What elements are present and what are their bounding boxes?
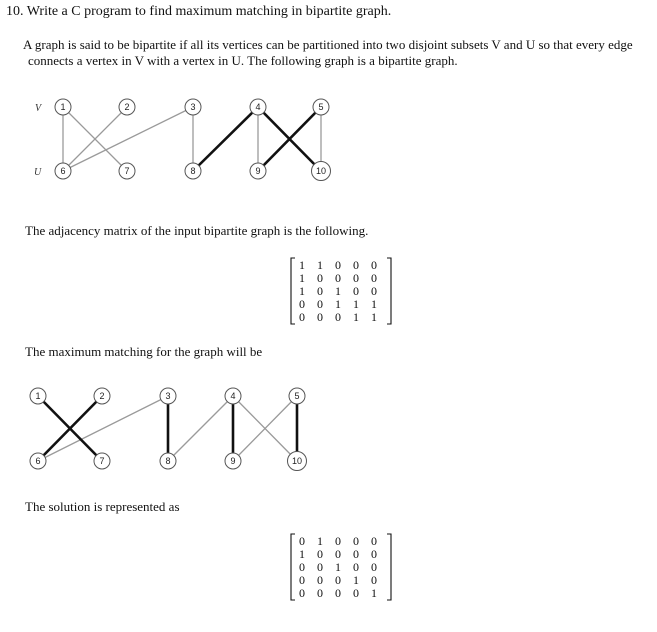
- matrix-cell: 1: [371, 586, 377, 600]
- set-u-label: U: [34, 167, 42, 178]
- matrix-cell: 1: [353, 573, 359, 587]
- vertex-label: 8: [165, 456, 171, 466]
- matrix-cell: 0: [317, 284, 323, 298]
- matrix-cell: 0: [317, 573, 323, 587]
- vertex-label: 5: [294, 391, 300, 401]
- matrix-cell: 0: [335, 258, 341, 272]
- matrix-cell: 1: [353, 297, 359, 311]
- matrix-cell: 0: [335, 271, 341, 285]
- matrix-cell: 1: [299, 547, 305, 561]
- vertex-label: 1: [60, 102, 66, 112]
- adjacency-caption: The adjacency matrix of the input bipartite graph is the following.: [25, 223, 369, 238]
- vertex-label: 2: [124, 102, 130, 112]
- matrix-cell: 1: [299, 284, 305, 298]
- matrix-cell: 1: [371, 310, 377, 324]
- matrix-cell: 0: [353, 560, 359, 574]
- intro-line-2: connects a vertex in V with a vertex in U. The following graph is a bipartite graph.: [28, 53, 458, 68]
- vertex-label: 2: [99, 391, 105, 401]
- adjacency-matrix: [289, 255, 399, 327]
- matrix-cell: 1: [317, 258, 323, 272]
- matrix-cell: 0: [299, 560, 305, 574]
- vertex-label: 6: [35, 456, 41, 466]
- vertex-label: 6: [60, 166, 66, 176]
- matrix-cell: 0: [353, 284, 359, 298]
- solution-caption: The solution is represented as: [25, 499, 180, 514]
- matrix-cell: 1: [299, 258, 305, 272]
- matrix-cell: 1: [335, 297, 341, 311]
- bipartite-graph: [0, 90, 360, 195]
- edge-4-8: [193, 107, 258, 171]
- matrix-cell: 0: [317, 547, 323, 561]
- matrix-cell: 1: [353, 310, 359, 324]
- matrix-cell: 0: [317, 560, 323, 574]
- vertex-label: 4: [230, 391, 236, 401]
- matrix-cell: 0: [299, 310, 305, 324]
- matrix-cell: 0: [317, 310, 323, 324]
- vertex-label: 7: [124, 166, 130, 176]
- question-title: 10. Write a C program to find maximum matching in bipartite graph.: [6, 4, 392, 19]
- vertex-label: 3: [190, 102, 196, 112]
- matrix-cell: 0: [335, 586, 341, 600]
- matrix-cell: 0: [335, 310, 341, 324]
- matrix-cell: 1: [371, 297, 377, 311]
- intro-line-1: A graph is said to be bipartite if all its vertices can be partitioned into two disjoint subsets V and U so that every edge: [23, 37, 633, 52]
- matrix-cell: 0: [371, 573, 377, 587]
- matrix-cell: 0: [353, 547, 359, 561]
- matrix-cell: 0: [299, 586, 305, 600]
- matrix-cell: 0: [299, 297, 305, 311]
- matrix-cell: 0: [371, 547, 377, 561]
- edge-4-8: [168, 396, 233, 461]
- vertex-label: 10: [291, 456, 303, 466]
- matching-graph: [0, 380, 340, 480]
- set-v-label: V: [35, 103, 42, 114]
- solution-matrix: [289, 531, 399, 603]
- vertex-label: 8: [190, 166, 196, 176]
- matrix-cell: 0: [299, 534, 305, 548]
- vertex-label: 10: [315, 166, 327, 176]
- matrix-cell: 0: [317, 271, 323, 285]
- edge-3-6: [63, 107, 193, 171]
- vertex-label: 4: [255, 102, 261, 112]
- matrix-cell: 0: [335, 547, 341, 561]
- edge-3-6: [38, 396, 168, 461]
- vertex-label: 7: [99, 456, 105, 466]
- vertex-label: 9: [255, 166, 261, 176]
- matrix-cell: 0: [299, 573, 305, 587]
- matrix-cell: 0: [353, 258, 359, 272]
- matrix-cell: 1: [299, 271, 305, 285]
- matrix-cell: 0: [317, 297, 323, 311]
- matrix-cell: 0: [353, 271, 359, 285]
- vertex-label: 3: [165, 391, 171, 401]
- matrix-cell: 1: [335, 284, 341, 298]
- matrix-cell: 0: [317, 586, 323, 600]
- vertex-label: 1: [35, 391, 41, 401]
- matrix-cell: 1: [317, 534, 323, 548]
- matrix-cell: 0: [371, 258, 377, 272]
- matrix-cell: 0: [353, 534, 359, 548]
- matrix-cell: 0: [371, 534, 377, 548]
- vertex-label: 5: [318, 102, 324, 112]
- matrix-cell: 1: [335, 560, 341, 574]
- matrix-cell: 0: [353, 586, 359, 600]
- vertex-label: 9: [230, 456, 236, 466]
- matching-caption: The maximum matching for the graph will be: [25, 344, 263, 359]
- matrix-cell: 0: [371, 284, 377, 298]
- matrix-cell: 0: [371, 271, 377, 285]
- matrix-cell: 0: [335, 573, 341, 587]
- matrix-cell: 0: [371, 560, 377, 574]
- matrix-cell: 0: [335, 534, 341, 548]
